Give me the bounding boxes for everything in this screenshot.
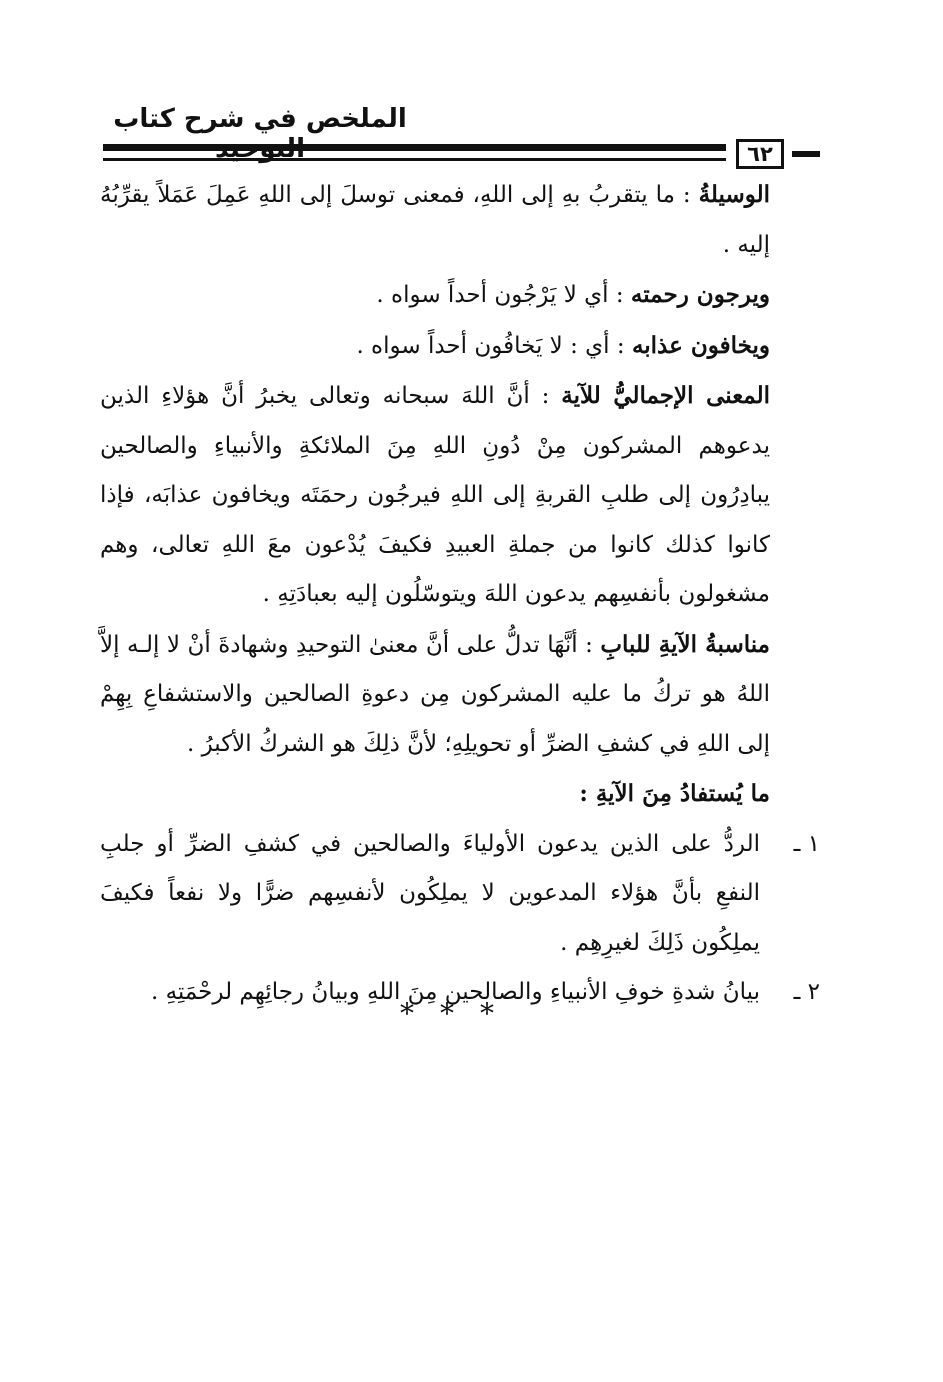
term-label: الوسيلةُ (698, 181, 770, 208)
section-label: المعنى الإجماليُّ للآية (561, 382, 771, 409)
section-label: مناسبةُ الآيةِ للبابِ (600, 630, 770, 658)
header-rule-end (792, 151, 820, 157)
list-number: ٢ ـ (793, 979, 820, 1005)
term-label: ويخافون عذابه (631, 331, 770, 359)
header-rule-thin (103, 158, 726, 161)
main-text (100, 170, 820, 1018)
list-number: ١ ـ (793, 830, 820, 857)
header-rule-thick (103, 144, 726, 151)
term-label: ويرجون رحمته (630, 281, 770, 308)
paragraph-general-meaning (100, 371, 820, 620)
term-definition: : ما يتقربُ بهِ إلى اللهِ، فمعنى توسلَ إلى اللهِ عَمِلَ عَمَلاً يقرِّبُهُ إليه . (100, 182, 770, 258)
paragraph-wasila (100, 170, 820, 270)
term-definition: : أي لا يَرْجُون أحداً سواه . (376, 282, 624, 308)
list-item (100, 820, 820, 969)
section-text: : أنَّ اللهَ سبحانه وتعالى يخبرُ أنَّ هؤلاءِ الذين يدعوهم المشركون مِنْ دُونِ اللهِ مِنَ الملائكةِ والأنبياءِ والصالحين يبادِرُون إلى طلبِ القربةِ إلى اللهِ فيرجُون رحمَتَه ويخافون عذابَه، فإذا كانوا كذلك كانوا من جملةِ العبيدِ فكيفَ يُدْعون معَ اللهِ تعالى، وهم مشغولون بأنفسِهم يدعون اللهَ ويتوسّلُون إليه بعبادَتِهِ . (100, 383, 770, 607)
running-title: الملخص في شرح كتاب (113, 104, 407, 134)
paragraph-relevance (100, 620, 820, 770)
page-number: ٦٢ (736, 139, 784, 169)
list-text: بيانُ شدةِ خوفِ الأنبياءِ والصالحين مِنَ اللهِ وبيانُ رجائِهِم لرحْمَتِهِ . (150, 979, 760, 1005)
paragraph-adhab (100, 321, 820, 372)
section-separator: *** (400, 997, 520, 1030)
term-definition: : أي : لا يَخافُون أحداً سواه . (356, 332, 625, 359)
list-text: الردُّ على الذين يدعون الأولياءَ والصالحين في كشفِ الضرِّ أو جلبِ النفعِ بأنَّ هؤلاء المدعوين لا يملِكُون لأنفسِهم ضرًّا ولا نفعاً فكيفَ يملِكُون ذَلِكَ لغيرِهِم . (100, 830, 760, 956)
section-text: : أنَّهَا تدلُّ على أنَّ معنىٰ التوحيدِ وشهادةَ أنْ لا إلـه إلاَّ اللهُ هو تركُ ما عليه المشركون مِن دعوةِ الصالحين والاستشفاعِ بِهِمْ إلى اللهِ في كشفِ الضرِّ أو تحويلِهِ؛ لأنَّ ذلِكَ هو الشركُ الأكبرُ . (100, 631, 770, 757)
paragraph-benefits-heading (100, 769, 820, 820)
paragraph-rahma (100, 270, 820, 321)
section-heading: ما يُستفادُ مِنَ الآيةِ : (579, 780, 770, 807)
